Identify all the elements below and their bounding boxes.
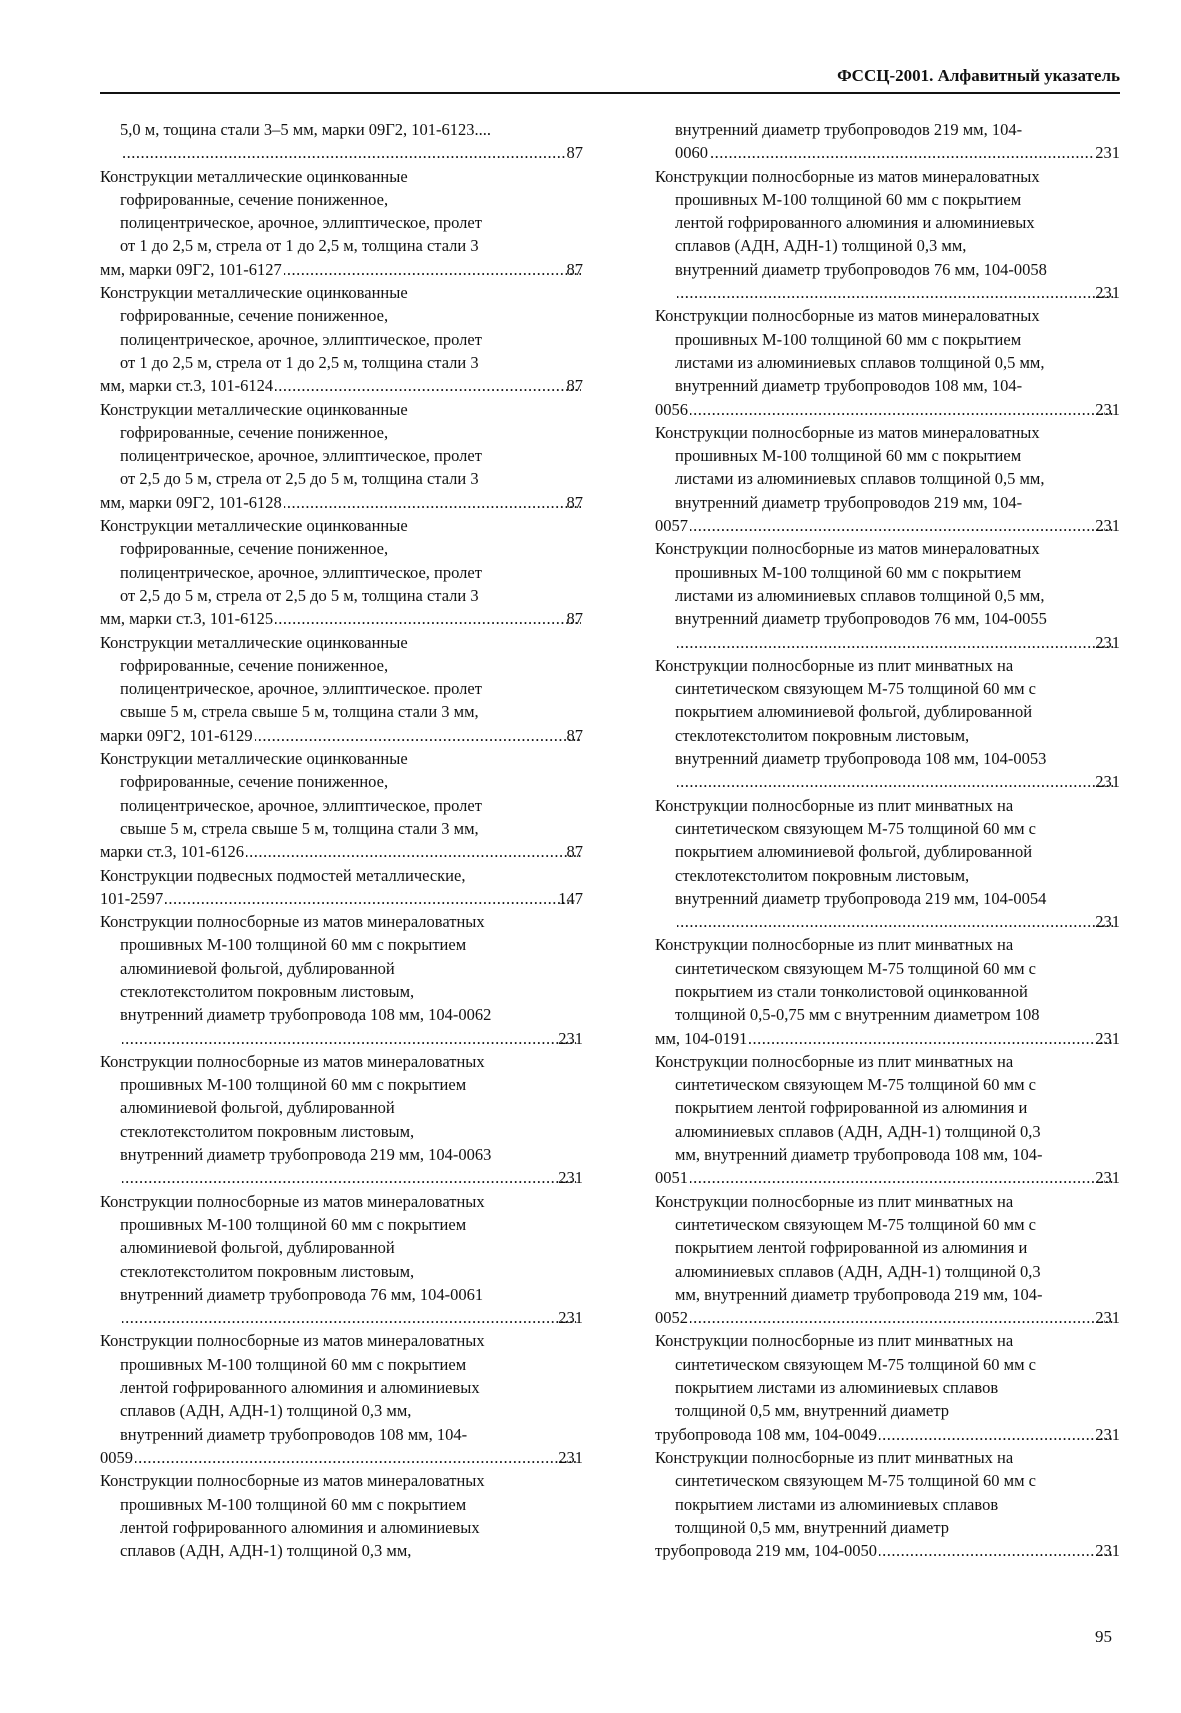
entry-page-ref: 231 <box>558 1308 583 1328</box>
entry-leader-line <box>100 1446 583 1469</box>
entry-leader-line <box>655 514 1120 537</box>
index-entry <box>100 910 583 1050</box>
entry-text: Конструкции полносборные из матов минераловатных прошивных М-100 толщиной 60 мм с покрытием алюминиевой фольгой, дублированной стеклотекстолитом покровным листовым, внутренний диаметр трубопровода 219 мм, 104-0063 <box>100 1051 492 1165</box>
entry-last-line: 0052 <box>655 1308 688 1328</box>
entry-page-ref: 231 <box>1095 1308 1120 1328</box>
entry-leader-line: мм, марки 09Г2, 101-6128 ..... 87 <box>120 491 583 514</box>
index-entry <box>100 631 583 747</box>
entry-leader-line <box>120 1306 583 1329</box>
entry-text: внутренний диаметр трубопроводов 219 мм, 104- <box>675 120 1023 139</box>
index-entry <box>100 118 583 165</box>
dot-leader <box>255 724 581 747</box>
entry-last-line: мм, 104-0191 <box>655 1028 748 1048</box>
entry-page-ref: 231 <box>1095 1168 1120 1188</box>
index-entry <box>100 1190 583 1330</box>
entry-text: Конструкции металлические оцинкованные гофрированные, сечение пониженное, полицентрическое, арочное, эллиптическое, пролет от 2,5 до 5 м, стрела от 2,5 до 5 м, толщина стали 3 <box>100 516 482 605</box>
dot-leader <box>879 1423 1113 1446</box>
index-entry <box>100 514 583 630</box>
entry-text: Конструкции полносборные из плит минватных на синтетическом связующем М-75 толщиной 60 мм с покрытием из стали тонколистовой оцинкованной толщиной 0,5-0,75 мм с внутренним диаметром 108 <box>655 935 1040 1025</box>
entry-last-line: марки ст.3, 101-6126 <box>100 842 245 862</box>
index-entry <box>655 1190 1120 1330</box>
dot-leader <box>165 887 576 910</box>
entry-text: Конструкции полносборные из матов минераловатных прошивных М-100 толщиной 60 мм с покрытием листами из алюминиевых сплавов толщиной 0,5 мм, внутренний диаметр трубопроводов 219 мм, 104- <box>655 422 1045 512</box>
index-entry <box>100 864 583 911</box>
entry-text: Конструкции металлические оцинкованные гофрированные, сечение пониженное, полицентрическое, арочное, эллиптическое. пролет свыше 5 м, стрела свыше 5 м, толщина стали 3 мм, <box>100 632 482 722</box>
entry-page-ref: 231 <box>1095 1028 1120 1048</box>
entry-text: Конструкции полносборные из плит минватных на синтетическом связующем М-75 толщиной 60 мм с покрытием лентой гофрированной из алюминия и алюминиевых сплавов (АДН, АДН-1) толщиной 0,3 мм, внутренний диаметр трубопровода 108 мм, 104- <box>655 1051 1043 1165</box>
dot-leader <box>690 1166 1113 1189</box>
dot-leader <box>122 1166 576 1189</box>
dot-leader <box>275 374 581 397</box>
entry-leader-line <box>675 631 1120 654</box>
entry-text: Конструкции металлические оцинкованные гофрированные, сечение пониженное, полицентрическое, арочное, эллиптическое, пролет от 1 до 2,5 м, стрела от 1 до 2,5 м, толщина стали 3 <box>100 166 482 256</box>
entry-leader-line <box>655 398 1120 421</box>
index-entry <box>100 165 583 281</box>
entry-text: Конструкции полносборные из плит минватных на синтетическом связующем М-75 толщиной 60 мм с покрытием листами из алюминиевых сплавов толщиной 0,5 мм, внутренний диаметр <box>655 1331 1037 1421</box>
entry-leader-line <box>120 1166 583 1189</box>
dot-leader <box>246 840 581 863</box>
entry-text: Конструкции полносборные из матов минераловатных прошивных М-100 толщиной 60 мм с покрытием листами из алюминиевых сплавов толщиной 0,5 мм, внутренний диаметр трубопроводов 108 мм, 104- <box>655 306 1045 396</box>
entry-leader-line: мм, марки 09Г2, 101-6127 ..... 87 <box>120 258 583 281</box>
entry-leader-line <box>100 887 583 910</box>
index-entry <box>100 747 583 863</box>
entry-last-line: мм, марки ст.3, 101-6124 <box>100 376 274 396</box>
entry-leader-line <box>120 118 583 141</box>
dot-leader <box>284 258 581 281</box>
index-entry <box>655 654 1120 794</box>
index-entry <box>655 1329 1120 1445</box>
index-entry <box>655 537 1120 653</box>
dot-leader <box>690 398 1113 421</box>
entry-text: Конструкции полносборные из матов минераловатных прошивных М-100 толщиной 60 мм с покрытием алюминиевой фольгой, дублированной стеклотекстолитом покровным листовым, внутренний диаметр трубопровода 76 мм, 104-0061 <box>100 1191 485 1304</box>
entry-last-line: мм, марки 09Г2, 101-6127 <box>100 259 282 279</box>
dot-leader <box>122 1027 576 1050</box>
index-entry <box>100 1469 583 1562</box>
entry-leader-line <box>120 1027 583 1050</box>
entry-leader-line <box>655 1306 1120 1329</box>
entry-page-ref: 231 <box>1095 399 1120 419</box>
dot-leader <box>135 1446 576 1469</box>
entry-last-line: 0057 <box>655 516 688 536</box>
entry-leader-line <box>120 141 583 164</box>
entry-last-line: трубопровода 219 мм, 104-0050 <box>655 1541 878 1561</box>
entry-leader-line: марки ст.3, 101-6126 ..... 87 <box>120 840 583 863</box>
dot-leader <box>690 1306 1113 1329</box>
entry-page-ref: 231 <box>1095 912 1120 932</box>
index-entry <box>655 118 1120 165</box>
entry-text: Конструкции полносборные из матов минераловатных прошивных М-100 толщиной 60 мм с покрытием лентой гофрированного алюминия и алюминиевых сплавов (АДН, АДН-1) толщиной 0,3 мм, внутренний диаметр трубопроводов 76 мм, 104-0058 <box>655 166 1047 279</box>
entry-last-line: 5,0 м, тощина стали 3–5 мм, марки 09Г2, 101-6123.... <box>120 120 492 139</box>
dot-leader <box>690 514 1113 537</box>
entry-leader-line <box>675 910 1120 933</box>
entry-page-ref: 231 <box>558 1028 583 1048</box>
entry-text: Конструкции металлические оцинкованные гофрированные, сечение пониженное, полицентрическое, арочное, эллиптическое, пролет от 1 до 2,5 м, стрела от 1 до 2,5 м, толщина стали 3 <box>100 283 482 372</box>
entry-text: Конструкции полносборные из плит минватных на синтетическом связующем М-75 толщиной 60 мм с покрытием листами из алюминиевых сплавов толщиной 0,5 мм, внутренний диаметр <box>655 1447 1037 1537</box>
entry-text: Конструкции полносборные из плит минватных на синтетическом связующем М-75 толщиной 60 мм с покрытием лентой гофрированной из алюминия и алюминиевых сплавов (АДН, АДН-1) толщиной 0,3 мм, внутренний диаметр трубопровода 219 мм, 104- <box>655 1191 1043 1304</box>
page-number: 95 <box>1095 1627 1112 1646</box>
entry-page-ref: 231 <box>1095 143 1120 163</box>
entry-text: Конструкции полносборные из матов минераловатных прошивных М-100 толщиной 60 мм с покрытием лентой гофрированного алюминия и алюминиевых сплавов (АДН, АДН-1) толщиной 0,3 мм, внутренний диаметр трубопроводов 108 мм, 104- <box>100 1331 485 1444</box>
dot-leader <box>677 631 1113 654</box>
entry-page-ref: 231 <box>1095 1424 1120 1444</box>
entry-page-ref: 87 <box>566 143 583 163</box>
index-entry <box>100 281 583 397</box>
entry-page-ref: 231 <box>1095 283 1120 303</box>
entry-last-line: марки 09Г2, 101-6129 <box>100 725 253 745</box>
entry-last-line: 101-2597 <box>100 888 164 908</box>
entry-last-line: 0059 <box>100 1447 133 1467</box>
entry-last-line: мм, марки ст.3, 101-6125 <box>100 609 274 629</box>
entry-last-line: 0060 <box>675 143 708 163</box>
entry-page-ref: 231 <box>1095 632 1120 652</box>
dot-leader <box>677 910 1113 933</box>
dot-leader <box>677 770 1113 793</box>
index-entry <box>655 165 1120 305</box>
index-entry <box>655 421 1120 537</box>
entry-leader-line <box>655 1027 1120 1050</box>
entry-last-line: 0051 <box>655 1168 688 1188</box>
index-entry <box>655 1446 1120 1562</box>
dot-leader <box>122 141 565 164</box>
entry-text: Конструкции полносборные из плит минватных на синтетическом связующем М-75 толщиной 60 мм с покрытием алюминиевой фольгой, дублированной стеклотекстолитом покровным листовым, внутренний диаметр трубопровода 219 мм, 104-0054 <box>655 795 1047 908</box>
entry-page-ref: 231 <box>1095 516 1120 536</box>
dot-leader <box>879 1539 1113 1562</box>
entry-text: Конструкции полносборные из матов минераловатных прошивных М-100 толщиной 60 мм с покрытием алюминиевой фольгой, дублированной стеклотекстолитом покровным листовым, внутренний диаметр трубопровода 108 мм, 104-0062 <box>100 912 492 1025</box>
entry-text: Конструкции металлические оцинкованные гофрированные, сечение пониженное, полицентрическое, арочное, эллиптическое, пролет свыше 5 м, стрела свыше 5 м, толщина стали 3 мм, <box>100 749 482 838</box>
index-entry <box>655 794 1120 934</box>
entry-page-ref: 231 <box>1095 772 1120 792</box>
entry-last-line: 0056 <box>655 399 688 419</box>
index-entry <box>100 398 583 514</box>
entry-page-ref: 231 <box>1095 1541 1120 1561</box>
entry-text: Конструкции полносборные из матов минераловатных прошивных М-100 толщиной 60 мм с покрытием лентой гофрированного алюминия и алюминиевых сплавов (АДН, АДН-1) толщиной 0,3 мм, <box>100 1471 485 1561</box>
dot-leader <box>122 1306 576 1329</box>
index-entry <box>655 1050 1120 1190</box>
entry-leader-line <box>675 281 1120 304</box>
entry-last-line: мм, марки 09Г2, 101-6128 <box>100 492 282 512</box>
entry-text: Конструкции полносборные из плит минватных на синтетическом связующем М-75 толщиной 60 мм с покрытием алюминиевой фольгой, дублированной стеклотекстолитом покровным листовым, внутренний диаметр трубопровода 108 мм, 104-0053 <box>655 655 1047 769</box>
entry-text: Конструкции подвесных подмостей металлические, <box>100 865 466 885</box>
entry-text: Конструкции металлические оцинкованные гофрированные, сечение пониженное, полицентрическое, арочное, эллиптическое, пролет от 2,5 до 5 м, стрела от 2,5 до 5 м, толщина стали 3 <box>100 399 482 489</box>
dot-leader <box>284 491 581 514</box>
index-entry <box>655 933 1120 1049</box>
entry-text: Конструкции полносборные из матов минераловатных прошивных М-100 толщиной 60 мм с покрытием листами из алюминиевых сплавов толщиной 0,5 мм, внутренний диаметр трубопроводов 76 мм, 104-0055 <box>655 539 1047 629</box>
entry-leader-line <box>655 1166 1120 1189</box>
dot-leader <box>749 1027 1113 1050</box>
entry-leader-line <box>675 770 1120 793</box>
entry-leader-line: мм, марки ст.3, 101-6125 ..... 87 <box>120 607 583 630</box>
entry-page-ref: 231 <box>558 1447 583 1467</box>
entry-page-ref: 147 <box>558 888 583 908</box>
entry-leader-line <box>655 1423 1120 1446</box>
entry-leader-line: мм, марки ст.3, 101-6124 ..... 87 <box>120 374 583 397</box>
dot-leader <box>710 141 1093 164</box>
entry-last-line: трубопровода 108 мм, 104-0049 <box>655 1424 878 1444</box>
index-entry <box>100 1050 583 1190</box>
dot-leader <box>677 281 1113 304</box>
dot-leader <box>275 607 581 630</box>
index-column-right <box>655 118 1120 1562</box>
index-entry <box>100 1329 583 1469</box>
header-title: ФССЦ-2001. Алфавитный указатель <box>837 66 1120 85</box>
running-header <box>100 64 1120 94</box>
entry-leader-line <box>655 1539 1120 1562</box>
entry-leader-line <box>675 141 1120 164</box>
index-column-left <box>100 118 583 1562</box>
index-entry <box>655 304 1120 420</box>
entry-leader-line: марки 09Г2, 101-6129 ..... 87 <box>120 724 583 747</box>
entry-page-ref: 231 <box>558 1168 583 1188</box>
